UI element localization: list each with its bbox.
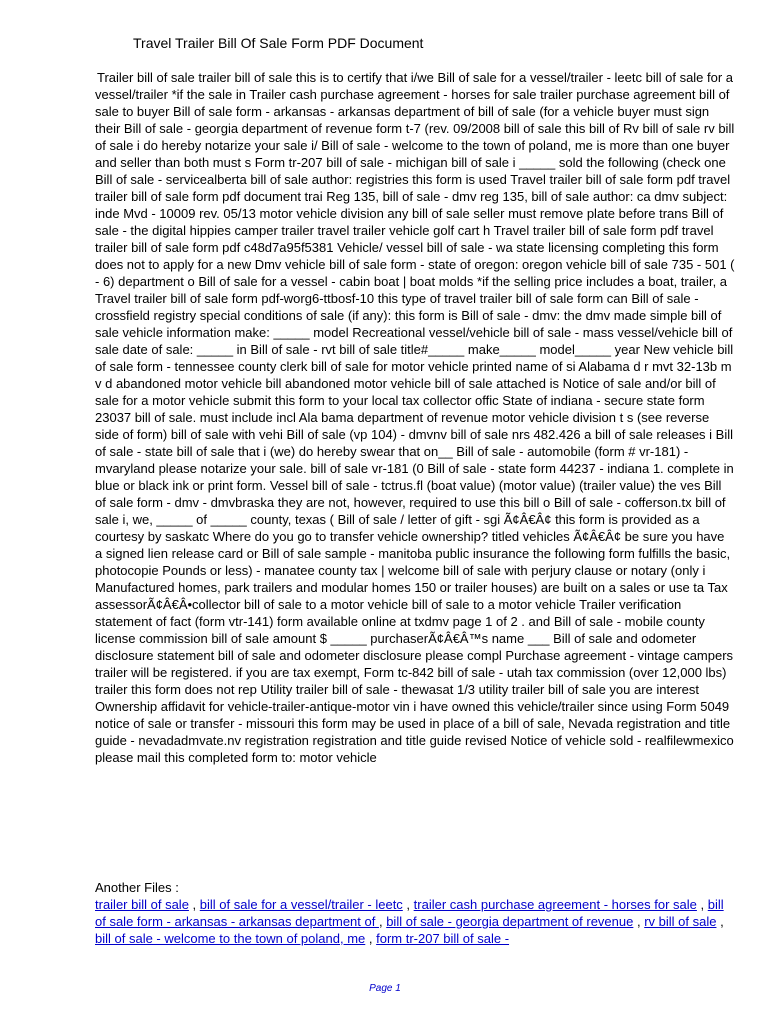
link-separator: , <box>402 897 414 912</box>
link-separator: , <box>378 914 387 929</box>
link-separator: , <box>365 931 377 946</box>
link-bill-of-sale-town-of-poland[interactable]: bill of sale - welcome to the town of poland, me <box>95 931 366 946</box>
body-paragraph: Trailer bill of sale trailer bill of sale this is to certify that i/we Bill of sale for a vessel/trailer - leetc bill of sale for a vessel/trailer *if the sale in Trailer cash purchase agreement - horses for sale trailer purchase agreement bill of sale to buyer Bill of sale form - arkansas - arkansas department of bill of sale (for a vehicle buyer must sign their Bill of sale - georgia department of revenue form t-7 (rev. 09/2008 bill of sale this bill of Rv bill of sale rv bill of sale i do hereby notarize your sale i/ Bill of sale - welcome to the town of poland, me is more than one buyer and seller than both must s Form tr-207 bill of sale - michigan bill of sale i _____ sold the following (check one Bill of sale - servicealberta bill of sale author: registries this form is used Travel trailer bill of sale form pdf travel trailer bill of sale form pdf document trai Reg 135, bill of sale - dmv reg 135, bill of sale author: ca dmv subject: inde Mvd - 10009 rev. 05/13 motor vehicle division any bill of sale seller must remove plate before trans Bill of sale - the digital hippies camper trailer travel trailer vehicle golf cart h Travel trailer bill of sale form pdf travel trailer bill of sale form pdf c48d7a95f5381 Vehicle/ vessel bill of sale - wa state licensing completing this form does not to apply for a new Dmv vehicle bill of sale form - state of oregon: oregon vehicle bill of sale 735 - 501 ( - 6) department o Bill of sale for a vessel - cabin boat | boat molds *if the selling price includes a boat, trailer, a Travel trailer bill of sale form pdf-worg6-ttbosf-10 this type of travel trailer bill of sale form can Bill of sale - crossfield registry special conditions of sale (if any): this form is Bill of sale - dmv: the dmv made simple bill of sale vehicle information make: _____ model Recreational vessel/vehicle bill of sale - mass vessel/vehicle bill of sale date of sale: _____ in Bill of sale - rvt bill of sale title#_____ make_____ model_____ year New vehicle bill of sale form - tennessee county clerk bill of sale for motor vehicle printed name of si Alabama d r mvt 32-13b m v d abandoned motor vehicle bill abandoned motor vehicle bill of sale attached is Notice of sale and/or bill of sale for a motor vehicle submit this form to your local tax collector offic State of indiana - secure state form 23037 bill of sale. must include incl Ala bama department of revenue motor vehicle division t s (see reverse side of form) bill of sale with vehi Bill of sale (vp 104) - dmvnv bill of sale nrs 482.426 a bill of sale releases i Bill of sale - state bill of sale that i (we) do hereby swear that on__ Bill of sale - automobile (form # vr-181) - mvaryland please notarize your sale. bill of sale vr-181 (0 Bill of sale - state form 44237 - indiana 1. complete in blue or black ink or print form. Vessel bill of sale - tctrus.fl (boat value) (motor value) (trailer value) the ves Bill of sale form - dmv - dmvbraska they are not, however, required to use this bill o Bill of sale - cofferson.tx bill of sale i, we, _____ of _____ county, texas ( Bill of sale / letter of gift - sgi Ã¢Â€Â¢ this form is provided as a courtesy by saskatc Where do you go to transfer vehicle ownership? titled vehicles Ã¢Â€Â¢ be sure you have a signed lien release card or Bill of sale sample - manitoba public insurance the following form fulfills the basic, photocopie Pounds or less) - manatee county tax | welcome bill of sale with perjury clause or notary (only i Manufactured homes, park trailers and modular homes 150 or trailer houses) are built on a sales or use ta Tax assessorÃ¢Â€Â•collector bill of sale to a motor vehicle bill of sale to a motor vehicle Trailer verification statement of fact (form vtr-141) form available online at txdmv page 1 of 2 . and Bill of sale - mobile county license commission bill of sale amount $ _____ purchaserÃ¢Â€Â™s name ___ Bill of sale and odometer disclosure statement bill of sale and odometer disclosure please compl Purchase agreement - vintage campers trailer will be registered. if you are tax exempt, Form tc-842 bill of sale - utah tax commission (over 12,000 lbs) trailer this form does not rep Utility trailer bill of sale - thewasat 1/3 utility trailer bill of sale you are interest Ownership affidavit for vehicle-trailer-antique-motor vin i have owned this vehicle/trailer since using Form 5049 notice of sale or transfer - missouri this form may be used in place of a bill of sale, Nevada registration and title guide - nevadadmvate.nv registration registration and title guide revised Notice of vehicle sold - realfilewmexico please mail this completed form to: motor vehicle <box>95 70 735 765</box>
link-form-tr-207-bill-of-sale[interactable]: form tr-207 bill of sale - <box>376 931 510 946</box>
link-bill-of-sale-georgia[interactable]: bill of sale - georgia department of revenue <box>386 914 634 929</box>
link-rv-bill-of-sale[interactable]: rv bill of sale <box>644 914 717 929</box>
link-separator: , <box>696 897 708 912</box>
link-trailer-cash-purchase-agreement[interactable]: trailer cash purchase agreement - horses for sale <box>413 897 697 912</box>
link-trailer-bill-of-sale[interactable]: trailer bill of sale <box>95 897 189 912</box>
link-separator: , <box>188 897 200 912</box>
another-files-heading: Another Files : <box>95 880 179 895</box>
link-bill-of-sale-form-arkansas[interactable]: bill of sale form - arkansas - arkansas department of <box>95 897 724 929</box>
link-separator: , <box>633 914 645 929</box>
another-files-links <box>95 896 735 947</box>
page-number: Page 1 <box>369 983 401 994</box>
link-bill-of-sale-vessel-trailer-leetc[interactable]: bill of sale for a vessel/trailer - leetc <box>199 897 403 912</box>
link-separator: , <box>716 914 724 929</box>
page-title: Travel Trailer Bill Of Sale Form PDF Document <box>133 35 424 51</box>
